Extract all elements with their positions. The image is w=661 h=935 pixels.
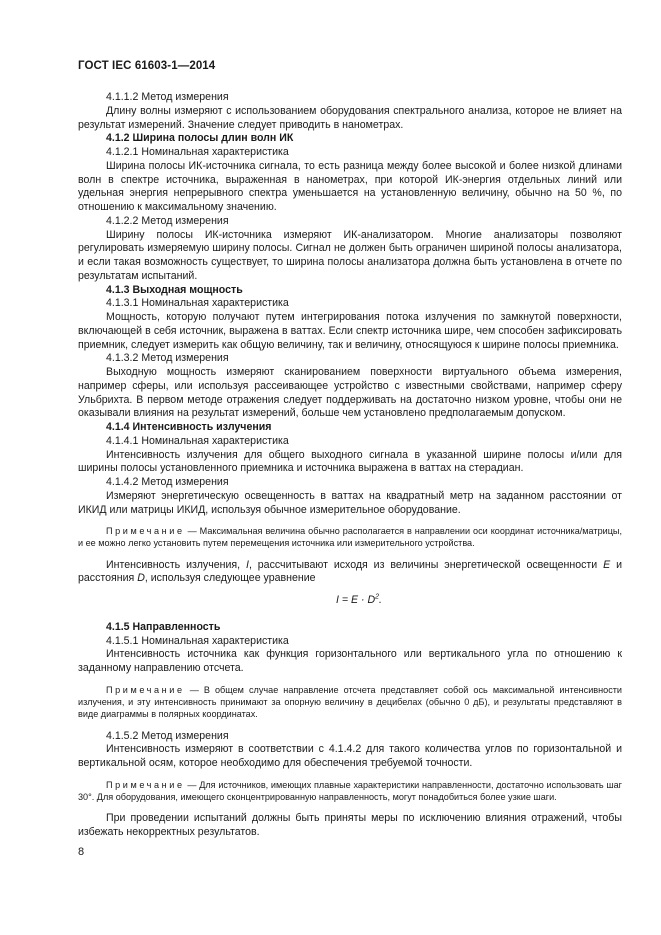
note-label: Примечание	[106, 684, 185, 695]
clause-4-1-3-1: 4.1.3.1 Номинальная характеристика	[106, 297, 289, 310]
note-text: — Для источников, имеющих плавные характеристики направленности, достаточно использовать шаг 30°. Для оборудования, имеющего сконцентрированную направленность, могут понадобиться более узкие шаги.	[78, 779, 622, 802]
paragraph: Мощность, которую получают путем интегрирования потока излучения по замкнутой поверхности, включающей в себя источник, выражена в ваттах. Если спектр источника шире, чем способен зафиксировать приемник, следует измерить как общую величину, так и величину, относящуюся к ширине полосы приемника.	[78, 311, 622, 351]
formula: $I = E \cdot D^2$.	[335, 593, 382, 607]
note-text: — Максимальная величина обычно располагается в направлении оси координат источника/матрицы, и ее можно легко установить путем перемещения источника или измерительного устройства.	[78, 526, 622, 549]
page-number: 8	[78, 846, 85, 858]
paragraph: Интенсивность измеряют в соответствии с 4.1.4.2 для такого количества углов по горизонтальной и вертикальной осям, которое необходимо для обеспечения требуемой точности.	[78, 743, 622, 770]
paragraph: Ширину полосы ИК-источника измеряют ИК-анализатором. Многие анализаторы позволяют регулировать измеряемую ширину полосы. Сигнал не должен быть ограничен шириной полосы анализатора, и если такая возможность существует, то ширина полосы анализатора должна быть установлена в отчете по результатам испытаний.	[78, 228, 622, 282]
paragraph: Длину волны измеряют с использованием оборудования спектрального анализа, которое не влияет на результат измерений. Значение следует приводить в нанометрах.	[78, 104, 622, 131]
document-header: ГОСТ IEC 61603-1—2014	[78, 60, 216, 72]
paragraph: Ширина полосы ИК-источника сигнала, то есть разница между более высокой и более низкой длинами волн в спектре источника, выраженная в нанометрах, при которой ИК-энергия отдельных линий или удельная энергия непрерывного спектра уменьшается на установленную величину, обычно на 50 %, по отношению к максимальному значению.	[78, 159, 622, 213]
note	[78, 525, 622, 549]
clause-4-1-4-heading: 4.1.4 Интенсивность излучения	[106, 421, 272, 433]
paragraph: При проведении испытаний должны быть приняты меры по исключению влияния отражений, чтобы избежать некорректных результатов.	[78, 812, 622, 838]
paragraph: Интенсивность источника как функция горизонтального или вертикального угла по отношению к заданному направлению отсчета.	[78, 648, 622, 675]
paragraph: Интенсивность излучения, I, рассчитывают исходя из величины энергетической освещенности E и расстояния D, используя следующее уравнение	[78, 558, 622, 585]
note-label: Примечание	[106, 526, 185, 537]
symbol-e: E	[603, 558, 611, 571]
paragraph: Выходную мощность измеряют сканированием поверхности виртуального объема измерения, например сферы, или используя рассеивающее устройство с известными свойствами, например сферу Ульбрихта. В первом методе отражения следует поддерживать на достаточно низком уровне, чтобы они не оказывали влияния на результат измерений, больше чем установлено предполагаемым допуском.	[78, 366, 622, 420]
clause-4-1-2-1: 4.1.2.1 Номинальная характеристика	[106, 146, 289, 158]
note	[78, 684, 622, 721]
clause-4-1-4-1: 4.1.4.1 Номинальная характеристика	[106, 434, 289, 447]
note-text: — В общем случае направление отсчета представляет собой ось максимальной интенсивности излучения, и эту интенсивность принимают за опорную величину в децибелах (обычно 0 дБ), и результаты представляют в виде диаграммы в полярных координатах.	[78, 684, 622, 720]
note-label: Примечание	[106, 779, 185, 790]
clause-4-1-1-2: 4.1.1.2 Метод измерения	[106, 91, 229, 103]
clause-4-1-3-2: 4.1.3.2 Метод измерения	[106, 352, 229, 365]
clause-4-1-2-heading: 4.1.2 Ширина полосы длин волн ИК	[106, 132, 294, 145]
clause-4-1-5-heading: 4.1.5 Направленность	[106, 620, 221, 633]
paragraph: Интенсивность излучения для общего выходного сигнала в указанной ширине полосы и/или для ширины полосы установленного приемника и источника выражена в ваттах на стерадиан.	[78, 448, 622, 475]
note	[78, 779, 622, 803]
symbol-d: D	[137, 572, 145, 585]
document-body	[78, 91, 622, 840]
clause-4-1-5-1: 4.1.5.1 Номинальная характеристика	[106, 634, 289, 647]
clause-4-1-5-2: 4.1.5.2 Метод измерения	[106, 729, 229, 742]
paragraph: Измеряют энергетическую освещенность в ваттах на квадратный метр на заданном расстоянии от ИКИД или матрицы ИКИД, используя обычное измерительное оборудование.	[78, 489, 622, 516]
clause-4-1-2-2: 4.1.2.2 Метод измерения	[106, 214, 229, 227]
clause-4-1-4-2: 4.1.4.2 Метод измерения	[106, 476, 229, 488]
symbol-i: I	[246, 558, 249, 571]
clause-4-1-3-heading: 4.1.3 Выходная мощность	[106, 283, 243, 296]
exponent: 2	[375, 593, 380, 601]
